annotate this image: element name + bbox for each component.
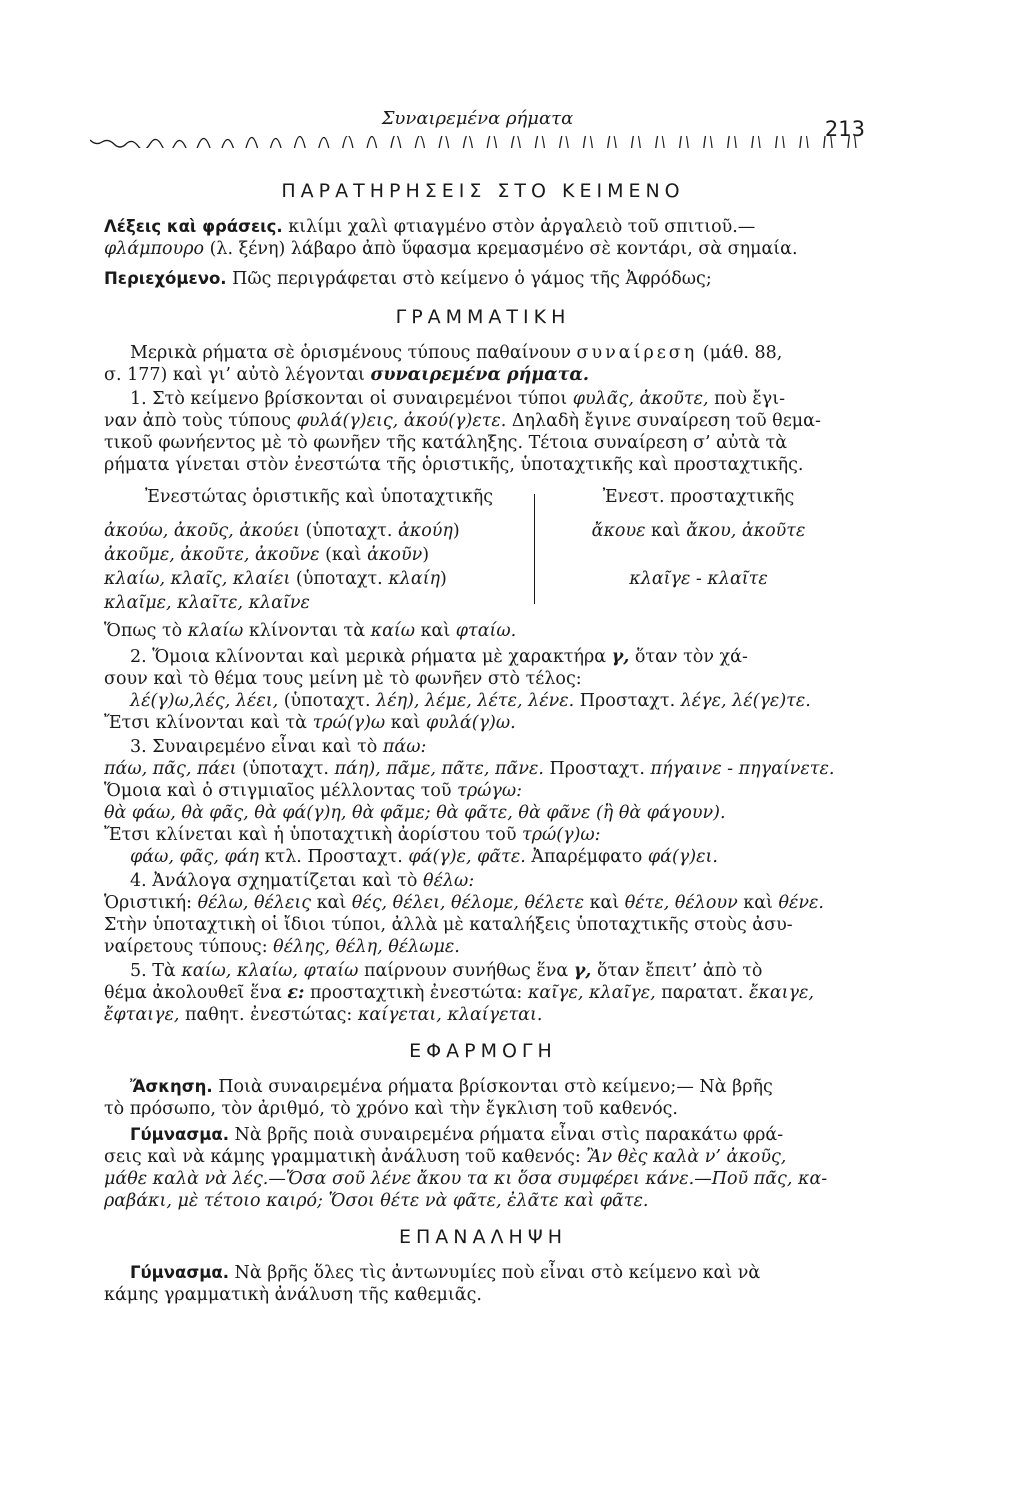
line <box>104 824 862 846</box>
text: 1. Στὸ κείμενο βρίσκονται οἱ συναιρεμένοι τύποι <box>130 389 573 409</box>
label-content: Περιεχόμενο. <box>104 269 227 288</box>
cell-italic: ἀκούη <box>397 521 453 541</box>
paragraph-after-table <box>104 620 862 642</box>
text-italic: λέγε, λέ(γε)τε. <box>680 691 811 711</box>
text-italic: πάη), <box>334 759 381 779</box>
line <box>104 1168 862 1190</box>
text: κτλ. Προσταχτ. <box>259 847 409 867</box>
text-italic: φάω, φᾶς, φάη <box>130 847 260 867</box>
line: κάμης γραμματικὴ ἀνάλυση τῆς καθεμιᾶς. <box>104 1285 482 1305</box>
line <box>104 1076 862 1098</box>
text-italic: πᾶμε, πᾶτε, πᾶνε. <box>380 759 544 779</box>
cell-text: ) <box>452 521 460 541</box>
text: Δηλαδὴ ἔγινε συναίρεση τοῦ θεμα- <box>506 411 821 431</box>
wavy-rule <box>90 136 865 148</box>
cell-text: καὶ <box>645 521 687 541</box>
text: 3. Συναιρεμένο εἶναι καὶ τὸ <box>130 737 383 757</box>
text: καὶ <box>737 893 779 913</box>
text: Ὁριστική: <box>104 893 198 913</box>
heading-grammar: ΓΡΑΜΜΑΤΙΚΗ <box>395 306 571 328</box>
text: καὶ <box>385 713 426 733</box>
label-practice: Γύμνασμα. <box>130 1125 229 1144</box>
heading-observations: ΠΑΡΑΤΗΡΗΣΕΙΣ ΣΤΟ ΚΕΙΜΕΝΟ <box>281 180 685 202</box>
line <box>104 690 862 712</box>
text: Ἀπαρέμφατο <box>525 847 648 867</box>
line: σουν καὶ τὸ θέμα τους μείνη μὲ τὸ φωνῆεν στὸ τέλος: <box>104 669 582 689</box>
cell-italic: ἄκου, ἀκοῦτε <box>686 521 806 541</box>
text: (λ. ξένη) λάβαρο ἀπὸ ὕφασμα κρεμασμένο σὲ κοντάρι, σὰ σημαία. <box>204 239 798 259</box>
line-italic: θὰ φάω, θὰ φᾶς, θὰ φά(γ)η, θὰ φᾶμε; θὰ φᾶτε, θὰ φᾶνε (ἢ θὰ φάγουν). <box>104 803 726 823</box>
line <box>104 364 862 386</box>
page-body <box>104 176 862 1312</box>
text-italic: φά(γ)ει. <box>647 847 718 867</box>
line <box>104 780 862 802</box>
text-italic: πάω: <box>382 737 427 757</box>
text-italic: κλαίω <box>187 621 244 641</box>
text: καὶ <box>415 621 456 641</box>
text-italic: θένε. <box>778 893 824 913</box>
text: Ἔτσι κλίνεται καὶ ἡ ὑποταχτικὴ ἀορίστου τοῦ <box>104 825 523 845</box>
paragraph-exercise <box>104 1076 862 1120</box>
text: Νὰ βρῆς ὅλες τὶς ἀντωνυμίες ποὺ εἶναι στὸ κείμενο καὶ νὰ <box>228 1263 761 1283</box>
line <box>104 410 862 432</box>
text-italic: θέλης, θέλη, θέλωμε. <box>273 937 460 957</box>
text-bold-italic: ε: <box>287 983 305 1003</box>
text: ὅταν τὸν χά- <box>629 647 748 667</box>
paragraph-practice <box>104 1124 862 1212</box>
text: Ὅπως τὸ <box>104 621 188 641</box>
text-italic: τρώ(γ)ω <box>312 713 386 733</box>
wavy-rule-line <box>90 136 865 148</box>
text-italic: ἔκαιγε, <box>748 983 814 1003</box>
text: Ἔτσι κλίνονται καὶ τὰ <box>104 713 313 733</box>
text-italic: καίω <box>370 621 416 641</box>
text: ὅταν ἔπειτ’ ἀπὸ τὸ <box>591 961 763 981</box>
page-header <box>90 106 865 146</box>
cell-italic: ἄκουε <box>591 521 646 541</box>
text: Πῶς περιγράφεται στὸ κείμενο ὁ γάμος τῆς Ἀφρόδως; <box>226 269 712 289</box>
text: σεις καὶ νὰ κάμης γραμματικὴ ἀνάλυση τοῦ καθενός: <box>104 1147 587 1167</box>
page-number: 213 <box>824 117 865 141</box>
text-italic: θές, θέλει, θέλομε, θέλετε <box>351 893 584 913</box>
line <box>104 238 862 260</box>
cell-italic: ἀκοῦν <box>367 545 423 565</box>
cell-italic: ἀκοῦμε, ἀκοῦτε, ἀκοῦνε <box>104 545 320 565</box>
text: Ποιὰ συναιρεμένα ρήματα βρίσκονται στὸ κείμενο;— Νὰ βρῆς <box>212 1077 773 1097</box>
label-practice: Γύμνασμα. <box>130 1263 229 1282</box>
text-italic: φά(γ)ε, φᾶτε. <box>408 847 526 867</box>
text: ποὺ ἔγι- <box>708 389 786 409</box>
text: (ὑποταχτ. <box>278 691 377 711</box>
table-row <box>104 520 534 544</box>
line <box>104 342 862 364</box>
line <box>104 268 862 290</box>
line <box>104 870 862 892</box>
text-italic: καίγεται, κλαίγεται. <box>357 1005 543 1025</box>
line <box>104 1262 862 1284</box>
text: παρατατ. <box>655 983 749 1003</box>
text: Μερικὰ ρήματα σὲ ὁρισμένους τύπους παθαίνουν <box>130 343 577 363</box>
line <box>104 892 862 914</box>
cell-text: (ὑποταχτ. <box>299 521 398 541</box>
table-row <box>104 592 534 616</box>
text: καὶ <box>584 893 625 913</box>
text-italic: θέλω: <box>423 871 475 891</box>
cell-text: ) <box>440 569 447 589</box>
text-italic: φυλᾶς, ἀκοῦτε, <box>572 389 709 409</box>
text-bold-italic: γ, <box>573 961 592 981</box>
line <box>104 1146 862 1168</box>
cell-text: (ὑποταχτ. <box>290 569 389 589</box>
label-words: Λέξεις καὶ φράσεις. <box>104 217 283 236</box>
line <box>104 388 862 410</box>
text-italic: Ποῦ πᾶς, κα- <box>711 1169 828 1189</box>
table-column-indicative <box>104 486 534 616</box>
text: κλίνονται τὰ <box>243 621 371 641</box>
paragraph-1 <box>104 388 862 476</box>
text: θέμα ἀκολουθεῖ ἕνα <box>104 983 288 1003</box>
text: (ὑποταχτ. <box>236 759 335 779</box>
line <box>104 982 862 1004</box>
line <box>104 620 862 642</box>
text: παίρνουν συνήθως ἕνα <box>358 961 574 981</box>
line: Στὴν ὑποταχτικὴ οἱ ἴδιοι τύποι, ἀλλὰ μὲ καταλήξεις ὑποταχτικῆς στοὺς ἀσυ- <box>104 915 793 935</box>
text-italic: φυλά(γ)ω. <box>425 713 516 733</box>
table-row <box>104 568 534 592</box>
text: προσταχτικὴ ἐνεστώτα: <box>304 983 528 1003</box>
heading-review: ΕΠΑΝΑΛΗΨΗ <box>398 1226 568 1248</box>
conjugation-table <box>104 486 862 616</box>
table-row <box>104 544 534 568</box>
text-italic: Ὅσα σοῦ λένε ἄκου τα κι ὅσα συμφέρει κάνε. <box>285 1169 695 1189</box>
text: καὶ <box>311 893 352 913</box>
table-row <box>535 568 862 616</box>
line <box>104 712 862 734</box>
text: ναίρετους τύπους: <box>104 937 274 957</box>
line: τὸ πρόσωπο, τὸν ἀριθμό, τὸ χρόνο καὶ τὴν ἔγκλιση τοῦ καθενός. <box>104 1099 678 1119</box>
text-spaced: συναίρεση <box>576 343 698 363</box>
table-header: Ἐνεστώτας ὁριστικῆς καὶ ὑποταχτικῆς <box>144 487 494 507</box>
text: 2. Ὅμοια κλίνονται καὶ μερικὰ ρήματα μὲ χαρακτήρα <box>130 647 612 667</box>
paragraph-words <box>104 216 862 260</box>
cell-text: ) <box>422 545 430 565</box>
cell-italic: κλαίη <box>388 569 441 589</box>
paragraph-intro <box>104 342 862 386</box>
text-italic: ἔφταιγε, <box>104 1005 180 1025</box>
text-italic: λέμε, λέτε, λένε. <box>419 691 575 711</box>
cell-italic: κλαῖγε - κλαῖτε <box>629 569 768 589</box>
paragraph-5 <box>104 960 862 1026</box>
text-italic: φταίω. <box>455 621 517 641</box>
text-italic: λέη), <box>376 691 420 711</box>
text: Νὰ βρῆς ποιὰ συναιρεμένα ρήματα εἶναι στὶς παρακάτω φρά- <box>228 1125 784 1145</box>
text: παθητ. ἐνεστώτας: <box>179 1005 358 1025</box>
text: κιλίμι χαλὶ φτιαγμένο στὸν ἀργαλειὸ τοῦ σπιτιοῦ.— <box>282 217 756 237</box>
text: Προσταχτ. <box>574 691 681 711</box>
text: — <box>694 1169 712 1189</box>
paragraph-content <box>104 268 862 290</box>
paragraph-4 <box>104 870 862 958</box>
running-title: Συναιρεμένα ρήματα <box>381 108 574 129</box>
line <box>104 1124 862 1146</box>
text-bold-italic: συναιρεμένα ρήματα. <box>370 365 589 385</box>
heading-application: ΕΦΑΡΜΟΓΗ <box>409 1040 557 1062</box>
text: Ὅμοια καὶ ὁ στιγμιαῖος μέλλοντας τοῦ <box>104 781 458 801</box>
text-italic: μάθε καλὰ νὰ λές. <box>104 1169 269 1189</box>
line: ρήματα γίνεται στὸν ἐνεστώτα τῆς ὁριστικῆς, ὑποταχτικῆς καὶ προσταχτικῆς. <box>104 455 804 475</box>
paragraph-2 <box>104 646 862 734</box>
text-italic: λέ(γ)ω,λές, λέει, <box>130 691 279 711</box>
label-exercise: Ἄσκηση. <box>130 1077 213 1096</box>
cell-italic: κλαῖμε, κλαῖτε, κλαῖνε <box>104 593 310 613</box>
table-row <box>535 520 862 568</box>
line-italic: ραβάκι, μὲ τέτοιο καιρό; Ὅσοι θέτε νὰ φᾶτε, ἐλᾶτε καὶ φᾶτε. <box>104 1191 649 1211</box>
table-header: Ἐνεστ. προσταχτικῆς <box>602 487 795 507</box>
line <box>104 736 862 758</box>
text-italic: πάω, πᾶς, πάει <box>104 759 237 779</box>
cell-italic: κλαίω, κλαῖς, κλαίει <box>104 569 291 589</box>
text-italic: τρώ(γ)ω: <box>522 825 601 845</box>
text-italic: καίω, κλαίω, φταίω <box>181 961 359 981</box>
text-italic: φυλά(γ)εις, ἀκού(γ)ετε. <box>296 411 507 431</box>
line <box>104 846 862 868</box>
text-italic: φλάμπουρο <box>104 239 205 259</box>
text: Προσταχτ. <box>543 759 651 779</box>
cell-text: (καὶ <box>319 545 368 565</box>
line <box>104 1004 862 1026</box>
line <box>104 960 862 982</box>
text: σ. 177) καὶ γι’ αὐτὸ λέγονται <box>104 365 371 385</box>
paragraph-3 <box>104 736 862 868</box>
line <box>104 936 862 958</box>
text: 4. Ἀνάλογα σχηματίζεται καὶ τὸ <box>130 871 424 891</box>
table-column-imperative <box>535 486 862 616</box>
text: 5. Τὰ <box>130 961 182 981</box>
line <box>104 646 862 668</box>
line: τικοῦ φωνήεντος μὲ τὸ φωνῆεν τῆς κατάληξης. Τέτοια συναίρεση σ’ αὐτὰ τὰ <box>104 433 788 453</box>
text-italic: Ἂν θὲς καλὰ ν’ ἀκοῦς, <box>586 1147 787 1167</box>
text-italic: θέτε, θέλουν <box>624 893 738 913</box>
text-italic: πήγαινε - πηγαίνετε. <box>650 759 835 779</box>
text: — <box>268 1169 286 1189</box>
text: (μάθ. 88, <box>697 343 783 363</box>
text-italic: τρώγω: <box>457 781 523 801</box>
line <box>104 758 862 780</box>
paragraph-review-practice <box>104 1262 862 1306</box>
text-italic: καῖγε, κλαῖγε, <box>527 983 656 1003</box>
text-italic: θέλω, θέλεις <box>197 893 312 913</box>
line <box>104 216 862 238</box>
cell-italic: ἀκούω, ἀκοῦς, ἀκούει <box>104 521 300 541</box>
text-bold-italic: γ, <box>611 647 630 667</box>
text: ναν ἀπὸ τοὺς τύπους <box>104 411 297 431</box>
